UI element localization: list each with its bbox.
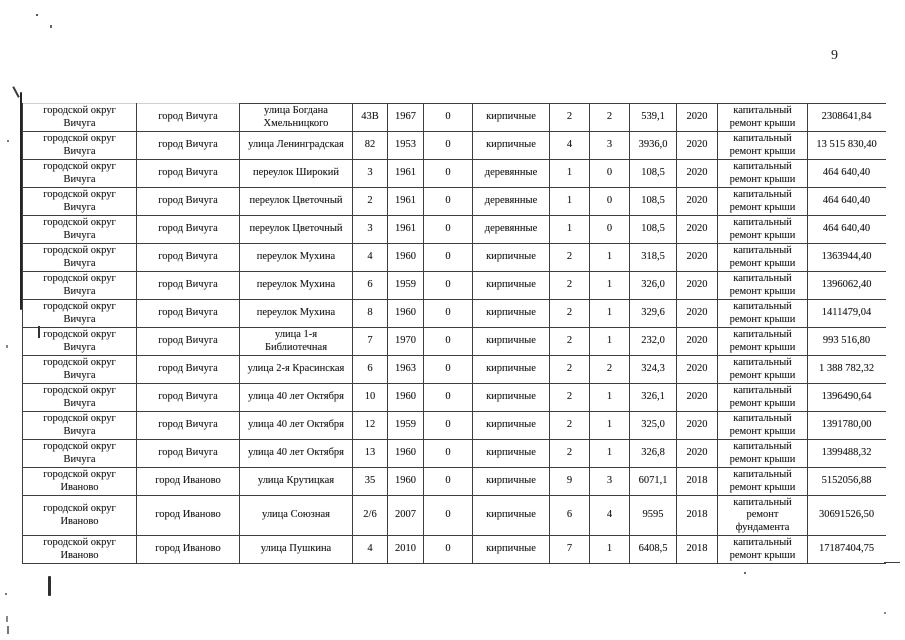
table-cell: капитальный ремонт крыши (718, 328, 808, 356)
table-row (23, 272, 886, 300)
table-cell: улица Ленинградская (240, 132, 353, 160)
table-cell: город Вичуга (137, 132, 240, 160)
table-cell: 2020 (677, 216, 718, 244)
table-cell: 2007 (388, 496, 424, 536)
table-cell: 464 640,40 (808, 160, 886, 188)
table-cell: капитальный ремонт крыши (718, 440, 808, 468)
table-row (23, 384, 886, 412)
table-cell: капитальный ремонт крыши (718, 300, 808, 328)
table-cell: 318,5 (630, 244, 677, 272)
table-cell: улица 40 лет Октября (240, 440, 353, 468)
table-cell: переулок Мухина (240, 244, 353, 272)
table-cell: 2020 (677, 244, 718, 272)
table-cell: 2 (590, 356, 630, 384)
table-cell: 2020 (677, 356, 718, 384)
table-cell: 0 (424, 216, 473, 244)
table-cell: 2020 (677, 412, 718, 440)
table-cell: городской округ Вичуга (23, 412, 137, 440)
table-cell: 0 (424, 160, 473, 188)
table-cell: улица 2-я Красинская (240, 356, 353, 384)
table-cell: 1 388 782,32 (808, 356, 886, 384)
table-cell: город Вичуга (137, 440, 240, 468)
table-cell: 2020 (677, 132, 718, 160)
table-cell: 324,3 (630, 356, 677, 384)
table-cell: 0 (424, 132, 473, 160)
table-cell: 6 (353, 356, 388, 384)
table-cell: 7 (353, 328, 388, 356)
table-cell: 1 (590, 244, 630, 272)
table-row (23, 160, 886, 188)
table-cell: 2308641,84 (808, 104, 886, 132)
table-cell: 0 (424, 244, 473, 272)
table-cell: капитальный ремонт крыши (718, 412, 808, 440)
table-cell: 2 (550, 356, 590, 384)
table-cell: город Вичуга (137, 356, 240, 384)
table-row (23, 300, 886, 328)
table-cell: 8 (353, 300, 388, 328)
table-cell: кирпичные (473, 328, 550, 356)
scan-speck (7, 140, 9, 142)
table-cell: улица Богдана Хмельницкого (240, 104, 353, 132)
table-cell: 6 (353, 272, 388, 300)
table-row (23, 244, 886, 272)
table-cell: 1 (590, 272, 630, 300)
scan-speck (7, 626, 9, 634)
table-cell: город Вичуга (137, 300, 240, 328)
table-cell: 3 (353, 160, 388, 188)
table-cell: городской округ Вичуга (23, 440, 137, 468)
table-cell: городской округ Вичуга (23, 160, 137, 188)
table-cell: 1960 (388, 244, 424, 272)
table-cell: 5152056,88 (808, 468, 886, 496)
table-cell: 2 (550, 272, 590, 300)
table-cell: городской округ Иваново (23, 468, 137, 496)
table-cell: капитальный ремонт крыши (718, 188, 808, 216)
table-cell: 3936,0 (630, 132, 677, 160)
table-cell: деревянные (473, 216, 550, 244)
table-cell: город Иваново (137, 536, 240, 564)
table-cell: 108,5 (630, 188, 677, 216)
table-cell: капитальный ремонт крыши (718, 244, 808, 272)
table-cell: 108,5 (630, 216, 677, 244)
table-cell: 2020 (677, 300, 718, 328)
table-cell: кирпичные (473, 440, 550, 468)
table-cell: капитальный ремонт крыши (718, 272, 808, 300)
table-cell: 232,0 (630, 328, 677, 356)
table-cell: город Вичуга (137, 272, 240, 300)
table-cell: город Вичуга (137, 384, 240, 412)
scan-edge-artifact (12, 86, 19, 98)
table-cell: 0 (424, 412, 473, 440)
table-cell: 0 (424, 536, 473, 564)
table-cell: кирпичные (473, 412, 550, 440)
table-cell: 82 (353, 132, 388, 160)
table-cell: 4 (353, 536, 388, 564)
table-row (23, 216, 886, 244)
table-cell: кирпичные (473, 300, 550, 328)
table-cell: город Вичуга (137, 412, 240, 440)
table-cell: 1396490,64 (808, 384, 886, 412)
table-row (23, 496, 886, 536)
table-cell: 6 (550, 496, 590, 536)
table-cell: 4 (550, 132, 590, 160)
table-cell: городской округ Вичуга (23, 384, 137, 412)
table-cell: переулок Мухина (240, 300, 353, 328)
table-cell: 30691526,50 (808, 496, 886, 536)
table-cell: 1 (590, 300, 630, 328)
scan-speck (50, 25, 52, 28)
table-cell: 2020 (677, 272, 718, 300)
table-row (23, 104, 886, 132)
table-cell: капитальный ремонт крыши (718, 132, 808, 160)
table-cell: улица Союзная (240, 496, 353, 536)
table-cell: переулок Цветочный (240, 188, 353, 216)
table-cell: 0 (424, 328, 473, 356)
table-cell: улица Крутицкая (240, 468, 353, 496)
table-cell: 993 516,80 (808, 328, 886, 356)
table-cell: 1960 (388, 440, 424, 468)
table-cell: 108,5 (630, 160, 677, 188)
table-cell: 2020 (677, 188, 718, 216)
table-cell: 1959 (388, 412, 424, 440)
scan-speck (6, 616, 8, 622)
table-cell: кирпичные (473, 468, 550, 496)
table-cell: город Иваново (137, 468, 240, 496)
table-cell: 1 (590, 536, 630, 564)
table-cell: 35 (353, 468, 388, 496)
table-cell: 1 (550, 216, 590, 244)
table-cell: 1960 (388, 384, 424, 412)
capital-repair-table (22, 103, 886, 564)
table-cell: 17187404,75 (808, 536, 886, 564)
table-cell: 13 (353, 440, 388, 468)
table-cell: 2018 (677, 536, 718, 564)
table-cell: капитальный ремонт крыши (718, 384, 808, 412)
table-cell: городской округ Вичуга (23, 272, 137, 300)
table-cell: 9 (550, 468, 590, 496)
table-cell: город Вичуга (137, 188, 240, 216)
table-cell: 326,8 (630, 440, 677, 468)
table-cell: 2/6 (353, 496, 388, 536)
table-cell: 4 (590, 496, 630, 536)
table-cell: городской округ Вичуга (23, 300, 137, 328)
table-cell: 0 (424, 272, 473, 300)
table-cell: 1961 (388, 188, 424, 216)
table-cell: капитальный ремонт крыши (718, 468, 808, 496)
table-cell: 3 (590, 468, 630, 496)
table-cell: 1391780,00 (808, 412, 886, 440)
table-cell: 0 (424, 356, 473, 384)
scan-speck (744, 572, 746, 574)
table-cell: 1411479,04 (808, 300, 886, 328)
table-cell: кирпичные (473, 244, 550, 272)
table-cell: город Вичуга (137, 160, 240, 188)
table-cell: 43В (353, 104, 388, 132)
table-row (23, 412, 886, 440)
table-cell: 0 (424, 496, 473, 536)
table-cell: 2 (590, 104, 630, 132)
table-cell: 2 (550, 384, 590, 412)
table-row (23, 132, 886, 160)
table-body (23, 104, 886, 564)
table-cell: 2 (550, 328, 590, 356)
table-cell: городской округ Вичуга (23, 244, 137, 272)
table-cell: 1 (550, 160, 590, 188)
table-cell: 1961 (388, 216, 424, 244)
table-cell: капитальный ремонт фундамента (718, 496, 808, 536)
table-cell: улица 1-я Библиотечная (240, 328, 353, 356)
table-cell: 1960 (388, 468, 424, 496)
table-cell: 2020 (677, 384, 718, 412)
table-cell: 2 (550, 244, 590, 272)
table-cell: 0 (424, 384, 473, 412)
table-cell: 2010 (388, 536, 424, 564)
table-cell: городской округ Иваново (23, 496, 137, 536)
table-cell: улица 40 лет Октября (240, 412, 353, 440)
table-cell: 2018 (677, 496, 718, 536)
table-cell: 2 (550, 440, 590, 468)
scan-speck (884, 612, 886, 614)
table-cell: 1 (590, 384, 630, 412)
table-cell: деревянные (473, 160, 550, 188)
table-cell: 12 (353, 412, 388, 440)
scan-speck (6, 345, 8, 348)
table-cell: 325,0 (630, 412, 677, 440)
table-cell: город Вичуга (137, 328, 240, 356)
table-cell: 2020 (677, 104, 718, 132)
table-cell: 1960 (388, 300, 424, 328)
table-row (23, 188, 886, 216)
table-cell: городской округ Вичуга (23, 188, 137, 216)
table-cell: 1363944,40 (808, 244, 886, 272)
table-cell: 0 (590, 188, 630, 216)
table-cell: 1970 (388, 328, 424, 356)
table-cell: кирпичные (473, 104, 550, 132)
table-cell: городской округ Вичуга (23, 216, 137, 244)
table-cell: капитальный ремонт крыши (718, 216, 808, 244)
table-cell: 7 (550, 536, 590, 564)
table-cell: капитальный ремонт крыши (718, 356, 808, 384)
table-cell: 1396062,40 (808, 272, 886, 300)
table-row (23, 440, 886, 468)
table-cell: переулок Мухина (240, 272, 353, 300)
table-row (23, 328, 886, 356)
table-cell: 539,1 (630, 104, 677, 132)
scan-border-overrun (884, 562, 900, 563)
table-cell: 1 (590, 328, 630, 356)
table-cell: городской округ Вичуга (23, 132, 137, 160)
page-number: 9 (831, 48, 838, 63)
table-row (23, 536, 886, 564)
table-row (23, 468, 886, 496)
table-cell: 3 (590, 132, 630, 160)
table-cell: 10 (353, 384, 388, 412)
table-cell: 1 (590, 412, 630, 440)
table-cell: 0 (424, 188, 473, 216)
table-cell: капитальный ремонт крыши (718, 104, 808, 132)
scan-tick-artifact (38, 326, 40, 338)
table-cell: 1961 (388, 160, 424, 188)
table-cell: 329,6 (630, 300, 677, 328)
table-cell: 326,1 (630, 384, 677, 412)
table-cell: городской округ Иваново (23, 536, 137, 564)
table-cell: капитальный ремонт крыши (718, 536, 808, 564)
table-cell: город Иваново (137, 496, 240, 536)
table-cell: 3 (353, 216, 388, 244)
table-cell: капитальный ремонт крыши (718, 160, 808, 188)
table-cell: 0 (424, 104, 473, 132)
table-cell: 2020 (677, 160, 718, 188)
table-cell: 2 (353, 188, 388, 216)
table-cell: 1 (550, 188, 590, 216)
table-cell: улица Пушкина (240, 536, 353, 564)
table-cell: кирпичные (473, 272, 550, 300)
table-cell: 326,0 (630, 272, 677, 300)
table-cell: 6071,1 (630, 468, 677, 496)
table-cell: 464 640,40 (808, 216, 886, 244)
table-cell: кирпичные (473, 496, 550, 536)
table-cell: 2 (550, 300, 590, 328)
table-cell: 0 (424, 468, 473, 496)
table-cell: переулок Цветочный (240, 216, 353, 244)
table-cell: 2018 (677, 468, 718, 496)
scan-speck (36, 14, 38, 16)
table-cell: 2020 (677, 328, 718, 356)
table-cell: кирпичные (473, 132, 550, 160)
table-cell: улица 40 лет Октября (240, 384, 353, 412)
table-cell: переулок Широкий (240, 160, 353, 188)
table-cell: кирпичные (473, 384, 550, 412)
table-cell: городской округ Вичуга (23, 356, 137, 384)
table-cell: деревянные (473, 188, 550, 216)
table-cell: 0 (424, 440, 473, 468)
table-cell: 1967 (388, 104, 424, 132)
table-cell: 1 (590, 440, 630, 468)
table-cell: 6408,5 (630, 536, 677, 564)
table-cell: 1959 (388, 272, 424, 300)
table-cell: город Вичуга (137, 216, 240, 244)
table-cell: 13 515 830,40 (808, 132, 886, 160)
table-cell: 2 (550, 104, 590, 132)
table-cell: городской округ Вичуга (23, 328, 137, 356)
table-cell: 0 (424, 300, 473, 328)
table-cell: кирпичные (473, 356, 550, 384)
table-cell: 1963 (388, 356, 424, 384)
table-cell: 9595 (630, 496, 677, 536)
table-cell: город Вичуга (137, 104, 240, 132)
table-row (23, 356, 886, 384)
table-cell: 464 640,40 (808, 188, 886, 216)
table-cell: 0 (590, 216, 630, 244)
table-cell: город Вичуга (137, 244, 240, 272)
table-cell: городской округ Вичуга (23, 104, 137, 132)
table-cell: кирпичные (473, 536, 550, 564)
table-cell: 1953 (388, 132, 424, 160)
scan-tick-artifact (48, 576, 51, 596)
scan-speck (5, 593, 7, 595)
table-cell: 2 (550, 412, 590, 440)
table-cell: 4 (353, 244, 388, 272)
table-cell: 0 (590, 160, 630, 188)
table-cell: 1399488,32 (808, 440, 886, 468)
scan-edge-artifact (20, 92, 22, 310)
table-cell: 2020 (677, 440, 718, 468)
